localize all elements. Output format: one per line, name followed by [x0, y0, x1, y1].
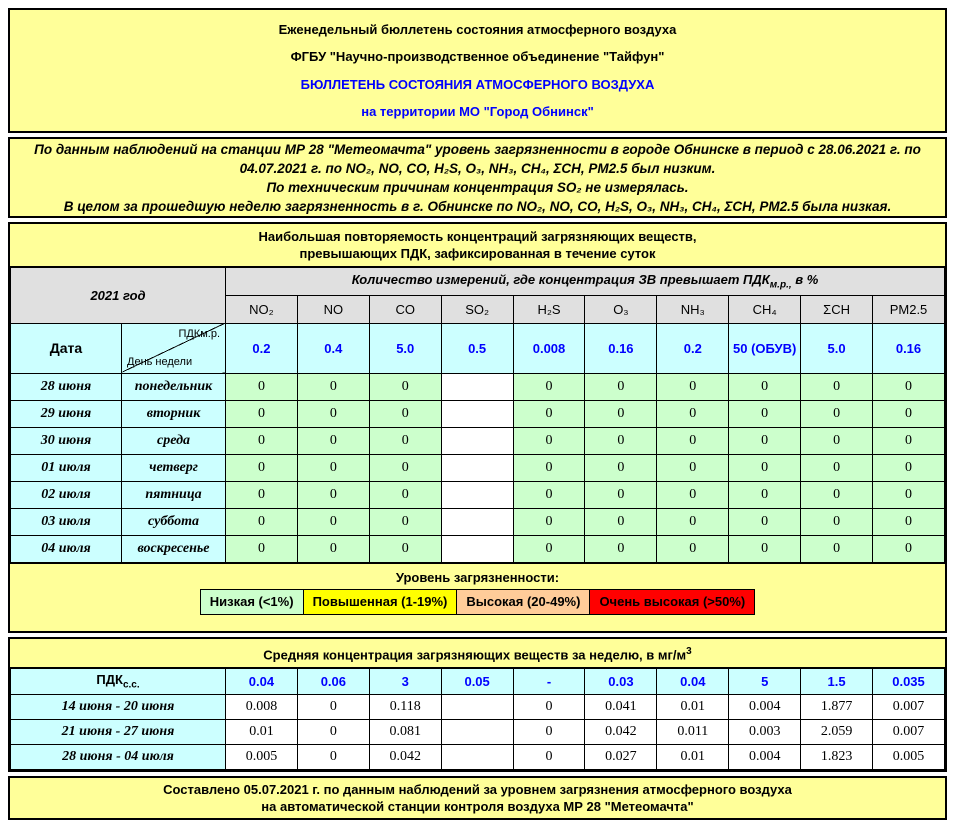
value-cell: 0: [513, 535, 585, 562]
value-cell: 0: [657, 400, 729, 427]
legend-title: Уровень загрязненности:: [395, 569, 560, 585]
value-cell: 0: [801, 373, 873, 400]
footer-note: [8, 776, 947, 820]
diagonal-split-cell: [122, 323, 226, 373]
value-cell: 0: [873, 508, 945, 535]
value-cell: 0: [729, 454, 801, 481]
footer-line2: на автоматической станции контроля воздуха МР 28 "Метеомачта": [261, 799, 694, 815]
value-cell-empty: [441, 695, 513, 720]
value-cell: 0.042: [369, 745, 441, 770]
diag-label-weekday: День недели: [127, 355, 193, 368]
weekday-cell: понедельник: [122, 373, 226, 400]
value-cell-empty: [441, 535, 513, 562]
table-row: [11, 427, 945, 454]
value-cell: 0: [226, 400, 298, 427]
value-cell: 0: [226, 508, 298, 535]
value-cell: 0: [226, 481, 298, 508]
weekly-average-block: [8, 637, 947, 773]
pdk-mr-value: 5.0: [369, 323, 441, 373]
pollutant-header: NO₂: [226, 295, 298, 323]
summary-paragraph-3: В целом за прошедшую неделю загрязненность в г. Обнинске по NO₂, NO, CO, H₂S, O₃, NH₃, CH₄, ΣCH, PM2.5 была низкая.: [63, 198, 892, 214]
value-cell: 0: [801, 535, 873, 562]
value-cell: 0: [513, 508, 585, 535]
value-cell: 0: [513, 427, 585, 454]
value-cell: 0: [369, 535, 441, 562]
table-row: [11, 695, 945, 720]
value-cell: 2.059: [801, 720, 873, 745]
weekly-average-table: [10, 667, 945, 771]
exceedance-block: [8, 222, 947, 633]
pdk-ss-label: [11, 668, 226, 695]
weekday-cell: воскресенье: [122, 535, 226, 562]
value-cell: 0: [585, 454, 657, 481]
value-cell: 0.008: [226, 695, 298, 720]
value-cell: 0: [513, 454, 585, 481]
legend-item-low: Низкая (<1%): [200, 589, 304, 615]
value-cell: 0: [297, 427, 369, 454]
value-cell: 0.081: [369, 720, 441, 745]
weekday-cell: среда: [122, 427, 226, 454]
pollutant-header: PM2.5: [873, 295, 945, 323]
value-cell: 0: [226, 427, 298, 454]
pollution-level-legend: [10, 563, 945, 631]
measure-header-text: Количество измерений, где концентрация ЗВ превышает ПДК: [351, 271, 770, 287]
legend-item-elevated: Повышенная (1-19%): [303, 589, 458, 615]
pdk-ss-row: [11, 668, 945, 695]
date-cell: 29 июня: [11, 400, 122, 427]
table-row: [11, 400, 945, 427]
weekly-average-title-text: Средняя концентрация загрязняющих веществ за неделю, в мг/м: [263, 646, 687, 662]
value-cell: 0: [369, 427, 441, 454]
pollutant-header: H₂S: [513, 295, 585, 323]
weekly-average-title-sup: 3: [686, 645, 692, 657]
footer-line1: Составлено 05.07.2021 г. по данным наблюдений за уровнем загрязнения атмосферного воздуха: [163, 782, 792, 798]
value-cell: 0: [297, 373, 369, 400]
value-cell: 0.118: [369, 695, 441, 720]
value-cell: 0: [657, 481, 729, 508]
value-cell: 0: [801, 427, 873, 454]
value-cell: 0: [297, 481, 369, 508]
value-cell: 0: [369, 400, 441, 427]
header-block: [8, 8, 947, 133]
pdk-ss-value: 1.5: [801, 668, 873, 695]
value-cell: 0.01: [226, 720, 298, 745]
table-row: [11, 508, 945, 535]
value-cell: 0: [513, 481, 585, 508]
value-cell: 0.007: [873, 695, 945, 720]
pdk-ss-value: 0.04: [657, 668, 729, 695]
value-cell: 0: [801, 508, 873, 535]
table-row: [11, 481, 945, 508]
value-cell: 0: [873, 454, 945, 481]
value-cell: 0: [873, 481, 945, 508]
measure-header-sub: м.р.,: [769, 279, 792, 291]
value-cell-empty: [441, 720, 513, 745]
value-cell: 0: [801, 481, 873, 508]
pdk-mr-value: 5.0: [801, 323, 873, 373]
pdk-mr-value: 0.2: [226, 323, 298, 373]
table-row: [11, 720, 945, 745]
value-cell: 0: [729, 427, 801, 454]
value-cell: 0: [729, 400, 801, 427]
date-cell: 04 июля: [11, 535, 122, 562]
pdk-ss-value: 0.035: [873, 668, 945, 695]
value-cell: 0: [585, 508, 657, 535]
value-cell: 0.007: [873, 720, 945, 745]
pdk-ss-value: 5: [729, 668, 801, 695]
table-row: [11, 535, 945, 562]
value-cell: 0: [297, 454, 369, 481]
value-cell: 0: [513, 373, 585, 400]
value-cell: 0: [873, 535, 945, 562]
exceedance-title: [10, 224, 945, 266]
legend-row: [10, 589, 945, 615]
summary-paragraph-2: По техническим причинам концентрация SO₂ не измерялась.: [266, 179, 689, 195]
value-cell-empty: [441, 400, 513, 427]
pdk-ss-value: -: [513, 668, 585, 695]
value-cell: 0: [297, 745, 369, 770]
value-cell: 0: [657, 454, 729, 481]
weekday-cell: пятница: [122, 481, 226, 508]
value-cell: 0: [369, 508, 441, 535]
value-cell: 0: [513, 745, 585, 770]
value-cell-empty: [441, 373, 513, 400]
measure-header: [226, 267, 945, 295]
bulletin-title: БЮЛЛЕТЕНЬ СОСТОЯНИЯ АТМОСФЕРНОГО ВОЗДУХА: [300, 76, 655, 92]
pdk-mr-value: 0.4: [297, 323, 369, 373]
date-cell: 28 июня: [11, 373, 122, 400]
diag-label-pdk: ПДКм.р.: [178, 327, 220, 340]
weekday-cell: суббота: [122, 508, 226, 535]
value-cell: 0: [657, 535, 729, 562]
value-cell: 0: [297, 400, 369, 427]
value-cell: 0: [226, 373, 298, 400]
value-cell: 0: [585, 400, 657, 427]
pdk-mr-value: 0.16: [585, 323, 657, 373]
period-cell: 14 июня - 20 июня: [11, 695, 226, 720]
weekly-average-title: [10, 639, 945, 667]
pollutant-header: ΣCH: [801, 295, 873, 323]
date-header: Дата: [11, 323, 122, 373]
pdk-ss-value: 0.04: [226, 668, 298, 695]
period-cell: 21 июня - 27 июня: [11, 720, 226, 745]
year-cell: 2021 год: [11, 267, 226, 323]
pdk-mr-row: [11, 323, 945, 373]
weekday-cell: четверг: [122, 454, 226, 481]
table-row: [11, 454, 945, 481]
value-cell: 0: [513, 720, 585, 745]
value-cell: 0: [226, 535, 298, 562]
value-cell: 0: [873, 400, 945, 427]
value-cell: 0.01: [657, 745, 729, 770]
pollutant-header: CH₄: [729, 295, 801, 323]
legend-item-high: Высокая (20-49%): [456, 589, 590, 615]
pdk-mr-value: 0.16: [873, 323, 945, 373]
value-cell: 0: [585, 535, 657, 562]
pdk-ss-value: 0.03: [585, 668, 657, 695]
value-cell: 0.042: [585, 720, 657, 745]
value-cell: 0: [585, 481, 657, 508]
legend-item-very-high: Очень высокая (>50%): [589, 589, 755, 615]
value-cell: 0.041: [585, 695, 657, 720]
value-cell: 0: [297, 720, 369, 745]
date-cell: 30 июня: [11, 427, 122, 454]
pdk-mr-value: 0.008: [513, 323, 585, 373]
exceedance-table: [10, 266, 945, 563]
pollutant-header: CO: [369, 295, 441, 323]
value-cell: 0: [801, 454, 873, 481]
value-cell-empty: [441, 454, 513, 481]
page-title: Еженедельный бюллетень состояния атмосферного воздуха: [278, 22, 677, 38]
value-cell: 0.011: [657, 720, 729, 745]
value-cell: 0: [297, 695, 369, 720]
org-name: ФГБУ "Научно-производственное объединение "Тайфун": [290, 49, 665, 65]
value-cell: 0: [873, 427, 945, 454]
table-row: [11, 745, 945, 770]
pollutant-header: O₃: [585, 295, 657, 323]
exceedance-title-line2: превышающих ПДК, зафиксированная в течение суток: [299, 246, 656, 261]
period-cell: 28 июня - 04 июля: [11, 745, 226, 770]
pollutant-header: NO: [297, 295, 369, 323]
value-cell-empty: [441, 745, 513, 770]
weekday-cell: вторник: [122, 400, 226, 427]
value-cell: 0: [226, 454, 298, 481]
exceedance-title-line1: Наибольшая повторяемость концентраций загрязняющих веществ,: [258, 229, 697, 244]
value-cell: 0: [657, 427, 729, 454]
pdk-mr-value: 0.2: [657, 323, 729, 373]
value-cell: 1.823: [801, 745, 873, 770]
pdk-ss-value: 3: [369, 668, 441, 695]
pdk-ss-value: 0.06: [297, 668, 369, 695]
value-cell: 1.877: [801, 695, 873, 720]
value-cell: 0: [369, 373, 441, 400]
date-cell: 02 июля: [11, 481, 122, 508]
value-cell: 0: [513, 400, 585, 427]
value-cell: 0: [369, 454, 441, 481]
table-row: [11, 373, 945, 400]
pdk-mr-value: 0.5: [441, 323, 513, 373]
value-cell: 0: [297, 535, 369, 562]
value-cell: 0.005: [873, 745, 945, 770]
value-cell: 0: [657, 508, 729, 535]
value-cell: 0.004: [729, 745, 801, 770]
pollutant-header: SO₂: [441, 295, 513, 323]
value-cell: 0: [585, 427, 657, 454]
value-cell: 0: [729, 373, 801, 400]
value-cell: 0: [729, 508, 801, 535]
value-cell: 0.01: [657, 695, 729, 720]
value-cell: 0: [729, 481, 801, 508]
pdk-mr-value: 50 (ОБУВ): [729, 323, 801, 373]
measure-header-post: в %: [791, 271, 819, 287]
value-cell: 0.027: [585, 745, 657, 770]
pollutant-header: NH₃: [657, 295, 729, 323]
value-cell: 0: [729, 535, 801, 562]
summary-block: [8, 137, 947, 218]
value-cell: 0: [873, 373, 945, 400]
value-cell: 0: [297, 508, 369, 535]
value-cell: 0.004: [729, 695, 801, 720]
value-cell: 0: [801, 400, 873, 427]
date-cell: 03 июля: [11, 508, 122, 535]
pdk-ss-label-sub: с.с.: [122, 679, 140, 691]
pdk-ss-value: 0.05: [441, 668, 513, 695]
value-cell-empty: [441, 481, 513, 508]
value-cell: 0: [369, 481, 441, 508]
value-cell: 0: [585, 373, 657, 400]
value-cell: 0.003: [729, 720, 801, 745]
territory-subtitle: на территории МО "Город Обнинск": [361, 103, 594, 119]
value-cell: 0: [513, 695, 585, 720]
value-cell-empty: [441, 508, 513, 535]
summary-paragraph-1: По данным наблюдений на станции МР 28 "Метеомачта" уровень загрязненности в городе Обнинске в период с 28.06.2021 г. по 04.07.2021 г. по NO₂, NO, CO, H₂S, O₃, NH₃, CH₄, ΣCH, PM2.5 был низким.: [34, 141, 921, 176]
date-cell: 01 июля: [11, 454, 122, 481]
value-cell: 0.005: [226, 745, 298, 770]
value-cell-empty: [441, 427, 513, 454]
value-cell: 0: [657, 373, 729, 400]
pdk-ss-label-text: ПДК: [96, 672, 123, 688]
